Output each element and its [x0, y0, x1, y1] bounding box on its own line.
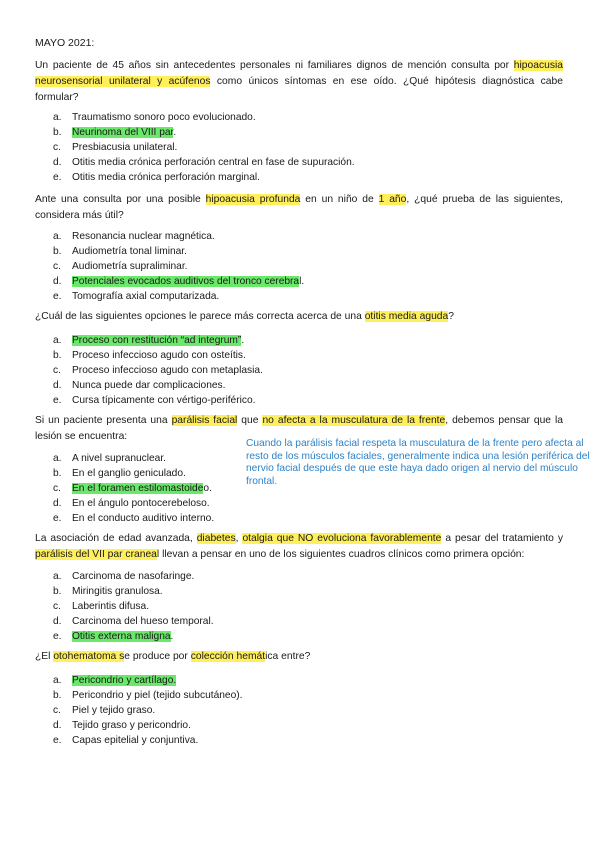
question-5-part-2: , [235, 533, 243, 544]
question-5-options [53, 569, 214, 644]
option-letter: e. [53, 395, 62, 406]
answer-option [53, 733, 242, 748]
answer-option [53, 155, 355, 170]
question-4-part-1: Si un paciente presenta una [35, 415, 172, 426]
option-letter: e. [53, 513, 62, 524]
option-text: Otitis media crónica perforación marginal. [72, 172, 260, 183]
answer-option [53, 393, 263, 408]
option-letter: c. [53, 142, 61, 153]
question-1-part-1: Un paciente de 45 años sin antecedentes personales ni familiares dignos de mención consulta por [35, 60, 514, 71]
question-5-highlight-1: diabetes [196, 533, 236, 544]
question-6-text [35, 649, 563, 665]
answer-option [53, 378, 263, 393]
option-text-tail: l. [299, 276, 305, 287]
option-text: Tomografía axial computarizada. [72, 291, 220, 302]
option-letter: b. [53, 586, 62, 597]
option-correct-highlight: Neurinoma del VIII par [72, 127, 174, 138]
option-letter: c. [53, 601, 61, 612]
option-text: Carcinoma de nasofaringe. [72, 571, 195, 582]
option-letter: b. [53, 350, 62, 361]
question-5-part-1: La asociación de edad avanzada, [35, 533, 197, 544]
option-text: Proceso infeccioso agudo con osteítis. [72, 350, 246, 361]
option-text: Audiometría supraliminar. [72, 261, 188, 272]
question-4-part-2: que [237, 415, 263, 426]
annotation-note: Cuando la parálisis facial respeta la musculatura de la frente pero afecta al resto de los músculos faciales, generalmente indica una lesión periférica del nervio facial después de que este haya dado origen al nervio del músculo frontal. [246, 438, 590, 487]
option-text: Piel y tejido graso. [72, 705, 156, 716]
question-2-options [53, 229, 304, 304]
option-correct-highlight: Potenciales evocados auditivos del tronco cerebra [72, 276, 300, 287]
option-text-tail: . [170, 631, 174, 642]
answer-option [53, 718, 242, 733]
question-6-highlight-1: otohematoma s [53, 651, 125, 662]
answer-option [53, 614, 214, 629]
question-2-part-1: Ante una consulta por una posible [35, 194, 206, 205]
option-letter: e. [53, 735, 62, 746]
option-text-tail: . [173, 127, 177, 138]
answer-option [53, 170, 355, 185]
answer-option [53, 673, 242, 688]
answer-option [53, 333, 263, 348]
question-4-highlight-2: no afecta a la musculatura de la frente [262, 415, 446, 426]
option-text-tail: o. [203, 483, 212, 494]
option-text: Miringitis granulosa. [72, 586, 163, 597]
question-6-options [53, 673, 242, 748]
option-text: Traumatismo sonoro poco evolucionado. [72, 112, 256, 123]
option-letter: b. [53, 468, 62, 479]
option-correct-highlight: Pericondrio y cartílago. [72, 675, 177, 686]
option-letter: a. [53, 335, 62, 346]
question-6-part-1: ¿El [35, 651, 54, 662]
option-text-tail: . [241, 335, 245, 346]
answer-option [53, 511, 214, 526]
question-6-part-3: ica entre? [265, 651, 311, 662]
answer-option [53, 703, 242, 718]
answer-option [53, 599, 214, 614]
question-4-highlight-1: parálisis facial [171, 415, 238, 426]
question-1-part-2: como únicos síntomas en ese oído. ¿Qué hipótesis diagnóstica cabe formular? [35, 76, 563, 103]
answer-option [53, 688, 242, 703]
option-letter: d. [53, 498, 62, 509]
option-correct-highlight: En el foramen estilomastoide [72, 483, 204, 494]
question-1-highlight-1: hipoacusia neurosensorial unilateral y acúfenos [35, 60, 563, 87]
answer-option [53, 363, 263, 378]
option-letter: a. [53, 675, 62, 686]
question-6-highlight-2: colección hemát [190, 651, 266, 662]
option-text: Otitis media crónica perforación central en fase de supuración. [72, 157, 355, 168]
question-5-text [35, 531, 563, 563]
option-letter: c. [53, 261, 61, 272]
option-text: En el ganglio geniculado. [72, 468, 186, 479]
question-2-part-3: , ¿qué prueba de las siguientes, considera más útil? [35, 194, 563, 221]
option-letter: c. [53, 705, 61, 716]
option-text: Capas epitelial y conjuntiva. [72, 735, 199, 746]
answer-option [53, 140, 355, 155]
answer-option [53, 584, 214, 599]
option-text: Tejido graso y pericondrio. [72, 720, 191, 731]
question-2-highlight-2: 1 año [378, 194, 407, 205]
answer-option [53, 348, 263, 363]
answer-option [53, 629, 214, 644]
option-letter: b. [53, 127, 62, 138]
option-correct-highlight: Proceso con restitución “ad integrum” [72, 335, 242, 346]
option-letter: a. [53, 112, 62, 123]
question-5-highlight-3: parálisis del VII par cranea [35, 549, 157, 560]
option-text: Carcinoma del hueso temporal. [72, 616, 214, 627]
question-3-part-1: ¿Cuál de las siguientes opciones le parece más correcta acerca de una [35, 311, 365, 322]
answer-option [53, 466, 214, 481]
question-4-options [53, 451, 214, 526]
option-letter: a. [53, 231, 62, 242]
answer-option [53, 569, 214, 584]
question-2-part-2: en un niño de [300, 194, 379, 205]
option-letter: c. [53, 365, 61, 376]
question-1-options [53, 110, 355, 185]
answer-option [53, 125, 355, 140]
option-letter: a. [53, 571, 62, 582]
answer-option [53, 289, 304, 304]
option-text: Resonancia nuclear magnética. [72, 231, 215, 242]
question-6-part-2: e produce por [124, 651, 191, 662]
option-letter: b. [53, 690, 62, 701]
option-text: Audiometría tonal liminar. [72, 246, 187, 257]
question-5-part-3: a pesar del tratamiento y [441, 533, 563, 544]
answer-option [53, 481, 214, 496]
question-4-part-3: , debemos pensar que la lesión se encuentra: [35, 415, 563, 442]
option-letter: d. [53, 380, 62, 391]
option-letter: e. [53, 172, 62, 183]
option-text: Laberintis difusa. [72, 601, 150, 612]
option-text: A nivel supranuclear. [72, 453, 167, 464]
answer-option [53, 274, 304, 289]
question-3-part-2: ? [448, 311, 454, 322]
option-text: Nunca puede dar complicaciones. [72, 380, 226, 391]
option-letter: b. [53, 246, 62, 257]
question-2-text [35, 192, 563, 224]
option-text: Cursa típicamente con vértigo-periférico. [72, 395, 256, 406]
answer-option [53, 451, 214, 466]
option-text: Pericondrio y piel (tejido subcutáneo). [72, 690, 243, 701]
answer-option [53, 229, 304, 244]
answer-option [53, 259, 304, 274]
question-1-text [35, 58, 563, 106]
answer-option [53, 110, 355, 125]
question-2-highlight-1: hipoacusia profunda [205, 194, 301, 205]
option-letter: e. [53, 631, 62, 642]
option-letter: a. [53, 453, 62, 464]
exam-title: MAYO 2021: [35, 37, 95, 49]
question-5-part-4: l llevan a pensar en uno de los siguientes cuadros clínicos como primera opción: [156, 549, 525, 560]
option-letter: d. [53, 276, 62, 287]
option-text: Proceso infeccioso agudo con metaplasia. [72, 365, 263, 376]
option-letter: d. [53, 616, 62, 627]
option-text: En el conducto auditivo interno. [72, 513, 215, 524]
option-text: Presbiacusia unilateral. [72, 142, 178, 153]
option-correct-highlight: Otitis externa maligna [72, 631, 171, 642]
answer-option [53, 244, 304, 259]
option-letter: d. [53, 157, 62, 168]
option-text: En el ángulo pontocerebeloso. [72, 498, 210, 509]
answer-option [53, 496, 214, 511]
question-5-highlight-2: otalgia que NO evoluciona favorablemente [242, 533, 442, 544]
question-3-options [53, 333, 263, 408]
question-3-highlight-1: otitis media aguda [364, 311, 449, 322]
question-3-text [35, 309, 563, 325]
option-letter: c. [53, 483, 61, 494]
option-letter: e. [53, 291, 62, 302]
option-letter: d. [53, 720, 62, 731]
